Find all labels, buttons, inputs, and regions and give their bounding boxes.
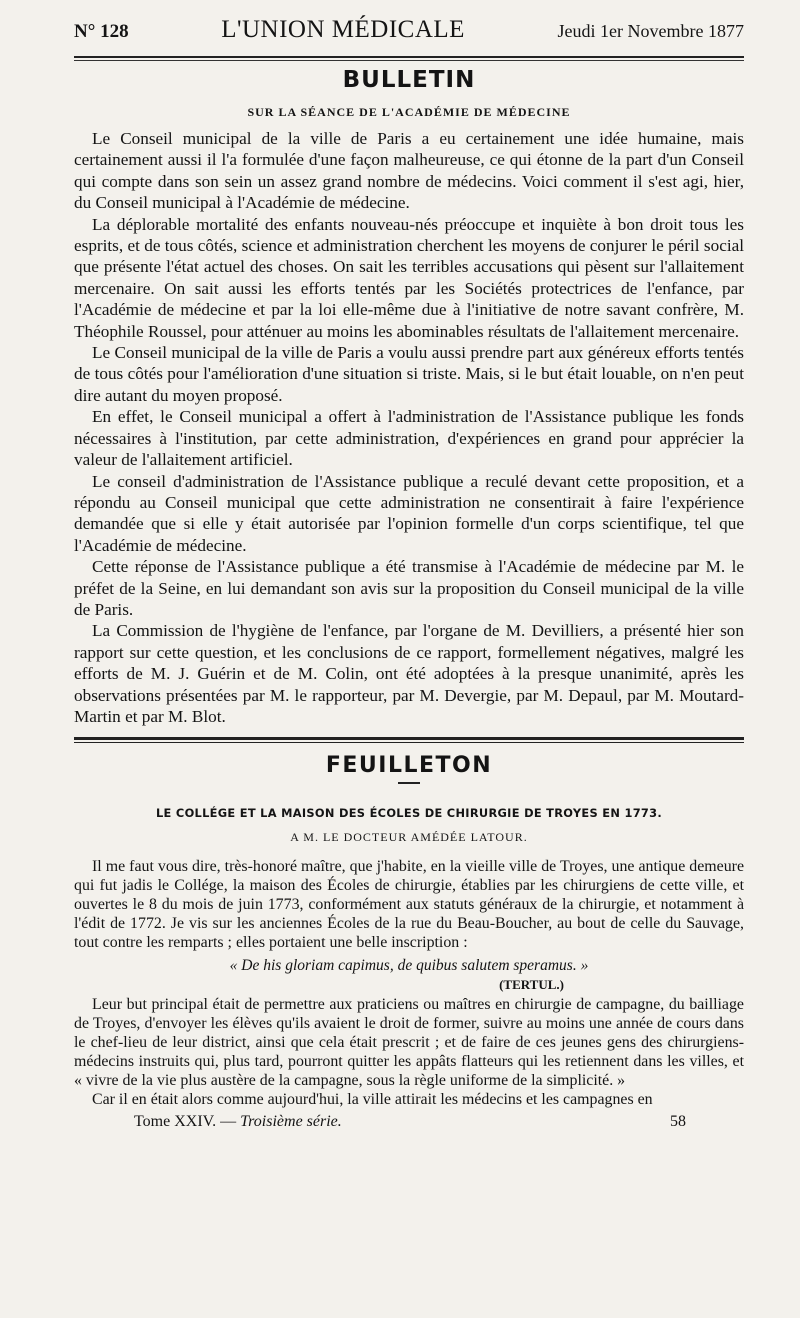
volume-label: Tome XXIV. —	[134, 1113, 237, 1131]
bulletin-paragraph: Cette réponse de l'Assistance publique a été transmise à l'Académie de médecine par M. le préfet de la Seine, en lui demandant son avis sur la proposition du Conseil municipal de la ville de Paris.	[74, 557, 744, 619]
bulletin-section	[74, 67, 744, 727]
bulletin-paragraph: Le Conseil municipal de la ville de Paris a voulu aussi prendre part aux généreux efforts tentés de tous côtés pour l'amélioration d'une situation si triste. Mais, si le but était louable, on n'en peut dire autant du moyen proposé.	[74, 343, 744, 405]
bulletin-paragraph: Le Conseil municipal de la ville de Paris a eu certainement une idée humaine, mais certainement aussi il l'a formulée d'une façon malheureuse, ce qui étonne de la part d'un Conseil qui compte dans son sein un assez grand nombre de médecins. Voici comment il s'est agi, hier, du Conseil municipal à l'Académie de médecine.	[74, 129, 744, 213]
latin-quote: « De his gloriam capimus, de quibus salutem speramus. »	[229, 957, 589, 975]
page-number: 58	[670, 1113, 686, 1131]
header-rule	[74, 56, 744, 58]
series-label: Troisième série.	[240, 1113, 342, 1131]
bulletin-subtitle: SUR LA SÉANCE DE L'ACADÉMIE DE MÉDECINE	[247, 105, 571, 119]
feuilleton-section	[74, 753, 744, 1109]
feuilleton-separator	[74, 737, 744, 743]
feuilleton-subtitle: LE COLLÉGE ET LA MAISON DES ÉCOLES DE CHIRURGIE DE TROYES EN 1773.	[156, 806, 662, 821]
dedication: A M. LE DOCTEUR AMÉDÉE LATOUR.	[290, 830, 528, 845]
bulletin-title: BULLETIN	[342, 67, 476, 93]
page-header	[74, 0, 744, 46]
feuilleton-title: FEUILLETON	[325, 753, 493, 779]
bulletin-paragraph: La Commission de l'hygiène de l'enfance, par l'organe de M. Devilliers, a présenté hier son rapport sur cette question, et les conclusions de ce rapport, formellement négatives, malgré les efforts de M. J. Guérin et de M. Colin, ont été adoptées à la presque unanimité, après les observations présentées par M. le rapporteur, par M. Devergie, par M. Depaul, par M. Moutard-Martin et par M. Blot.	[74, 621, 744, 726]
volume-info	[134, 1113, 342, 1131]
feuilleton-paragraph: Il me faut vous dire, très-honoré maître, que j'habite, en la vieille ville de Troyes, une antique demeure qui fut jadis le Collége, la maison des Écoles de chirurgie, établies par les chirurgiens de cette ville, et ouvertes le 8 du mois de juin 1773, conformément aux statuts généraux de la chirurgie, et notamment à l'édit de 1772. Je vis sur les anciennes Écoles de la rue du Beau-Boucher, au bout de celle du Sauvage, tout contre les remparts ; elles portaient une belle inscription :	[74, 858, 744, 952]
title-dash	[398, 782, 420, 784]
bulletin-paragraph: En effet, le Conseil municipal a offert à l'administration de l'Assistance publique les fonds nécessaires à l'institution, par cette administration, d'expériences en grand pour apprécier la valeur de l'allaitement artificiel.	[74, 407, 744, 470]
bulletin-paragraph: La déplorable mortalité des enfants nouveau-nés préoccupe et inquiète à bon droit tous les esprits, et de tous côtés, science et administration cherchent les moyens de conjurer le péril social que présente l'état actuel des choses. On sait les terribles accusations qui pèsent sur l'allaitement mercenaire. On sait aussi les efforts tentés par les Sociétés protectrices de l'enfance, par l'Académie de médecine et par la loi elle-même due à l'initiative de notre savant confrère, M. Théophile Roussel, pour atténuer au moins les abominables résultats de l'allaitement mercenaire.	[74, 214, 744, 341]
feuilleton-paragraph: Leur but principal était de permettre aux praticiens ou maîtres en chirurgie de campagne, du bailliage de Troyes, d'envoyer les élèves qu'ils avaient le droit de former, suivre au moins une année de cours dans le chef-lieu de leur district, ainsi que cela était prescrit ; et de faire de ces jeunes gens des chirurgiens-médecins instruits qui, plus tard, pourront quitter les appâts flatteurs qui les retiennent dans les villes, et « vivre de la vie plus austère de la campagne, sous la règle uniforme de la simplicité. »	[74, 996, 744, 1090]
quote-attribution: (TERTUL.)	[499, 977, 564, 993]
bulletin-paragraph: Le conseil d'administration de l'Assistance publique a reculé devant cette proposition, et a répondu au Conseil municipal que cette administration ne consentirait à faire l'expérience demandée que si elle y était autorisée par l'opinion formelle d'un corps scientifique, tel que l'Académie de médecine.	[74, 471, 744, 555]
page-footer	[74, 1113, 744, 1131]
header-rule-thin	[74, 60, 744, 61]
journal-title: L'UNION MÉDICALE	[221, 16, 465, 43]
issue-date: Jeudi 1er Novembre 1877	[557, 21, 744, 41]
issue-number: N° 128	[74, 21, 129, 42]
feuilleton-paragraph: Car il en était alors comme aujourd'hui, la ville attirait les médecins et les campagnes en	[92, 1091, 653, 1109]
